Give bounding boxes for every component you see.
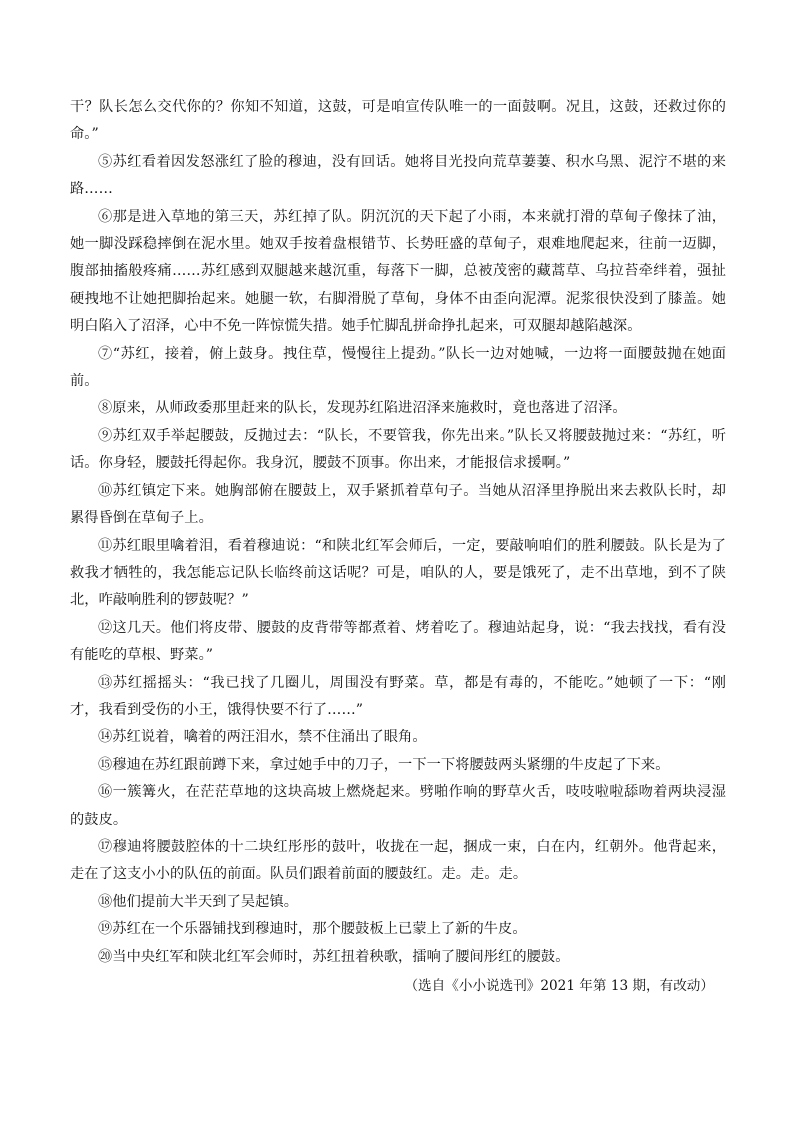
paragraph-14: ⑭苏红说着，噙着的两汪泪水，禁不住涌出了眼角。 [98,729,427,746]
paragraph-continuation: 干？队长怎么交代你的？你知不知道，这鼓，可是咱宣传队唯一的一面鼓啊。况且，这鼓，还救过你的命。” [70,99,726,143]
paragraph-12: ⑫这几天。他们将皮带、腰鼓的皮背带等都煮着、烤着吃了。穆迪站起身，说：“我去找找，看有没有能吃的草根、野菜。” [70,619,726,664]
paragraph-13: ⑬苏红摇摇头：“我已找了几圈儿，周围没有野菜。草，都是有毒的，不能吃。”她顿了一下：“刚才，我看到受伤的小王，饿得快要不行了……” [70,674,726,718]
paragraph-6: ⑥那是进入草地的第三天，苏红掉了队。阴沉沉的天下起了小雨，本来就打滑的草甸子像抹了油，她一脚没踩稳摔倒在泥水里。她双手按着盘根错节、长势旺盛的草甸子，艰难地爬起来，往前一迈脚，腹部抽搐般疼痛……苏红感到双腿越来越沉重，每落下一脚，总被茂密的藏蒿草、乌拉苔牵绊着，强扯硬拽地不让她把脚抬起来。她腿一软，右脚滑脱了草甸，身体不由歪向泥潭。泥浆很快没到了膝盖。她明白陷入了沼泽，心中不免一阵惊慌失措。她手忙脚乱拼命挣扎起来，可双腿却越陷越深。 [70,208,726,335]
paragraph-7: ⑦“苏红，接着，俯上鼓身。拽住草，慢慢往上提劲。”队长一边对她喊，一边将一面腰鼓抛在她面前。 [70,345,726,390]
paragraph-5: ⑤苏红看着因发怒涨红了脸的穆迪，没有回话。她将目光投向荒草萋萋、积水乌黑、泥泞不堪的来路…… [70,153,726,198]
paragraph-8: ⑧原来，从师政委那里赶来的队长，发现苏红陷进沼泽来施救时，竟也落进了沼泽。 [98,400,627,417]
paragraph-15: ⑮穆迪在苏红跟前蹲下来，拿过她手中的刀子，一下一下将腰鼓两头紧绷的牛皮起了下来。 [98,756,670,773]
paragraph-10: ⑩苏红镇定下来。她胸部俯在腰鼓上，双手紧抓着草句子。当她从沼泽里挣脱出来去救队长时，却累得昏倒在草甸子上。 [70,482,726,527]
source-citation: （选自《小小说选刊》2021 年第 13 期，有改动） [404,978,714,994]
paragraph-18: ⑱他们提前大半天到了吴起镇。 [98,893,299,910]
paragraph-17: ⑰穆迪将腰鼓腔体的十二块红彤彤的鼓叶，收拢在一起，捆成一束，白在内，红朝外。他背起来，走在了这支小小的队伍的前面。队员们跟着前面的腰鼓红。走。走。走。 [70,838,726,883]
paragraph-19: ⑲苏红在一个乐器铺找到穆迪时，那个腰鼓板上已蒙上了新的牛皮。 [98,921,527,938]
paragraph-11: ⑪苏红眼里噙着泪，看着穆迪说：“和陕北红军会师后，一定，要敲响咱们的胜利腰鼓。队长是为了救我才牺牲的，我怎能忘记队长临终前这话呢？可是，咱队的人，要是饿死了，走不出草地，到不了陕北，咋敲响胜利的锣鼓呢？” [70,537,726,609]
paragraph-16: ⑯一簇篝火，在茫茫草地的这块高坡上燃烧起来。劈啪作响的野草火舌，吱吱啦啦舔吻着两块浸湿的鼓皮。 [70,784,726,828]
document-body [70,94,726,999]
paragraph-20: ⑳当中央红军和陕北红军会师时，苏红扭着秧歌，擂响了腰间彤红的腰鼓。 [98,948,570,965]
paragraph-9: ⑨苏红双手举起腰鼓，反抛过去：“队长，不要管我，你先出来。”队长又将腰鼓抛过来：“苏红，听话。你身轻，腰鼓托得起你。我身沉，腰鼓不顶事。你出来，才能报信求援啊。” [70,427,726,472]
